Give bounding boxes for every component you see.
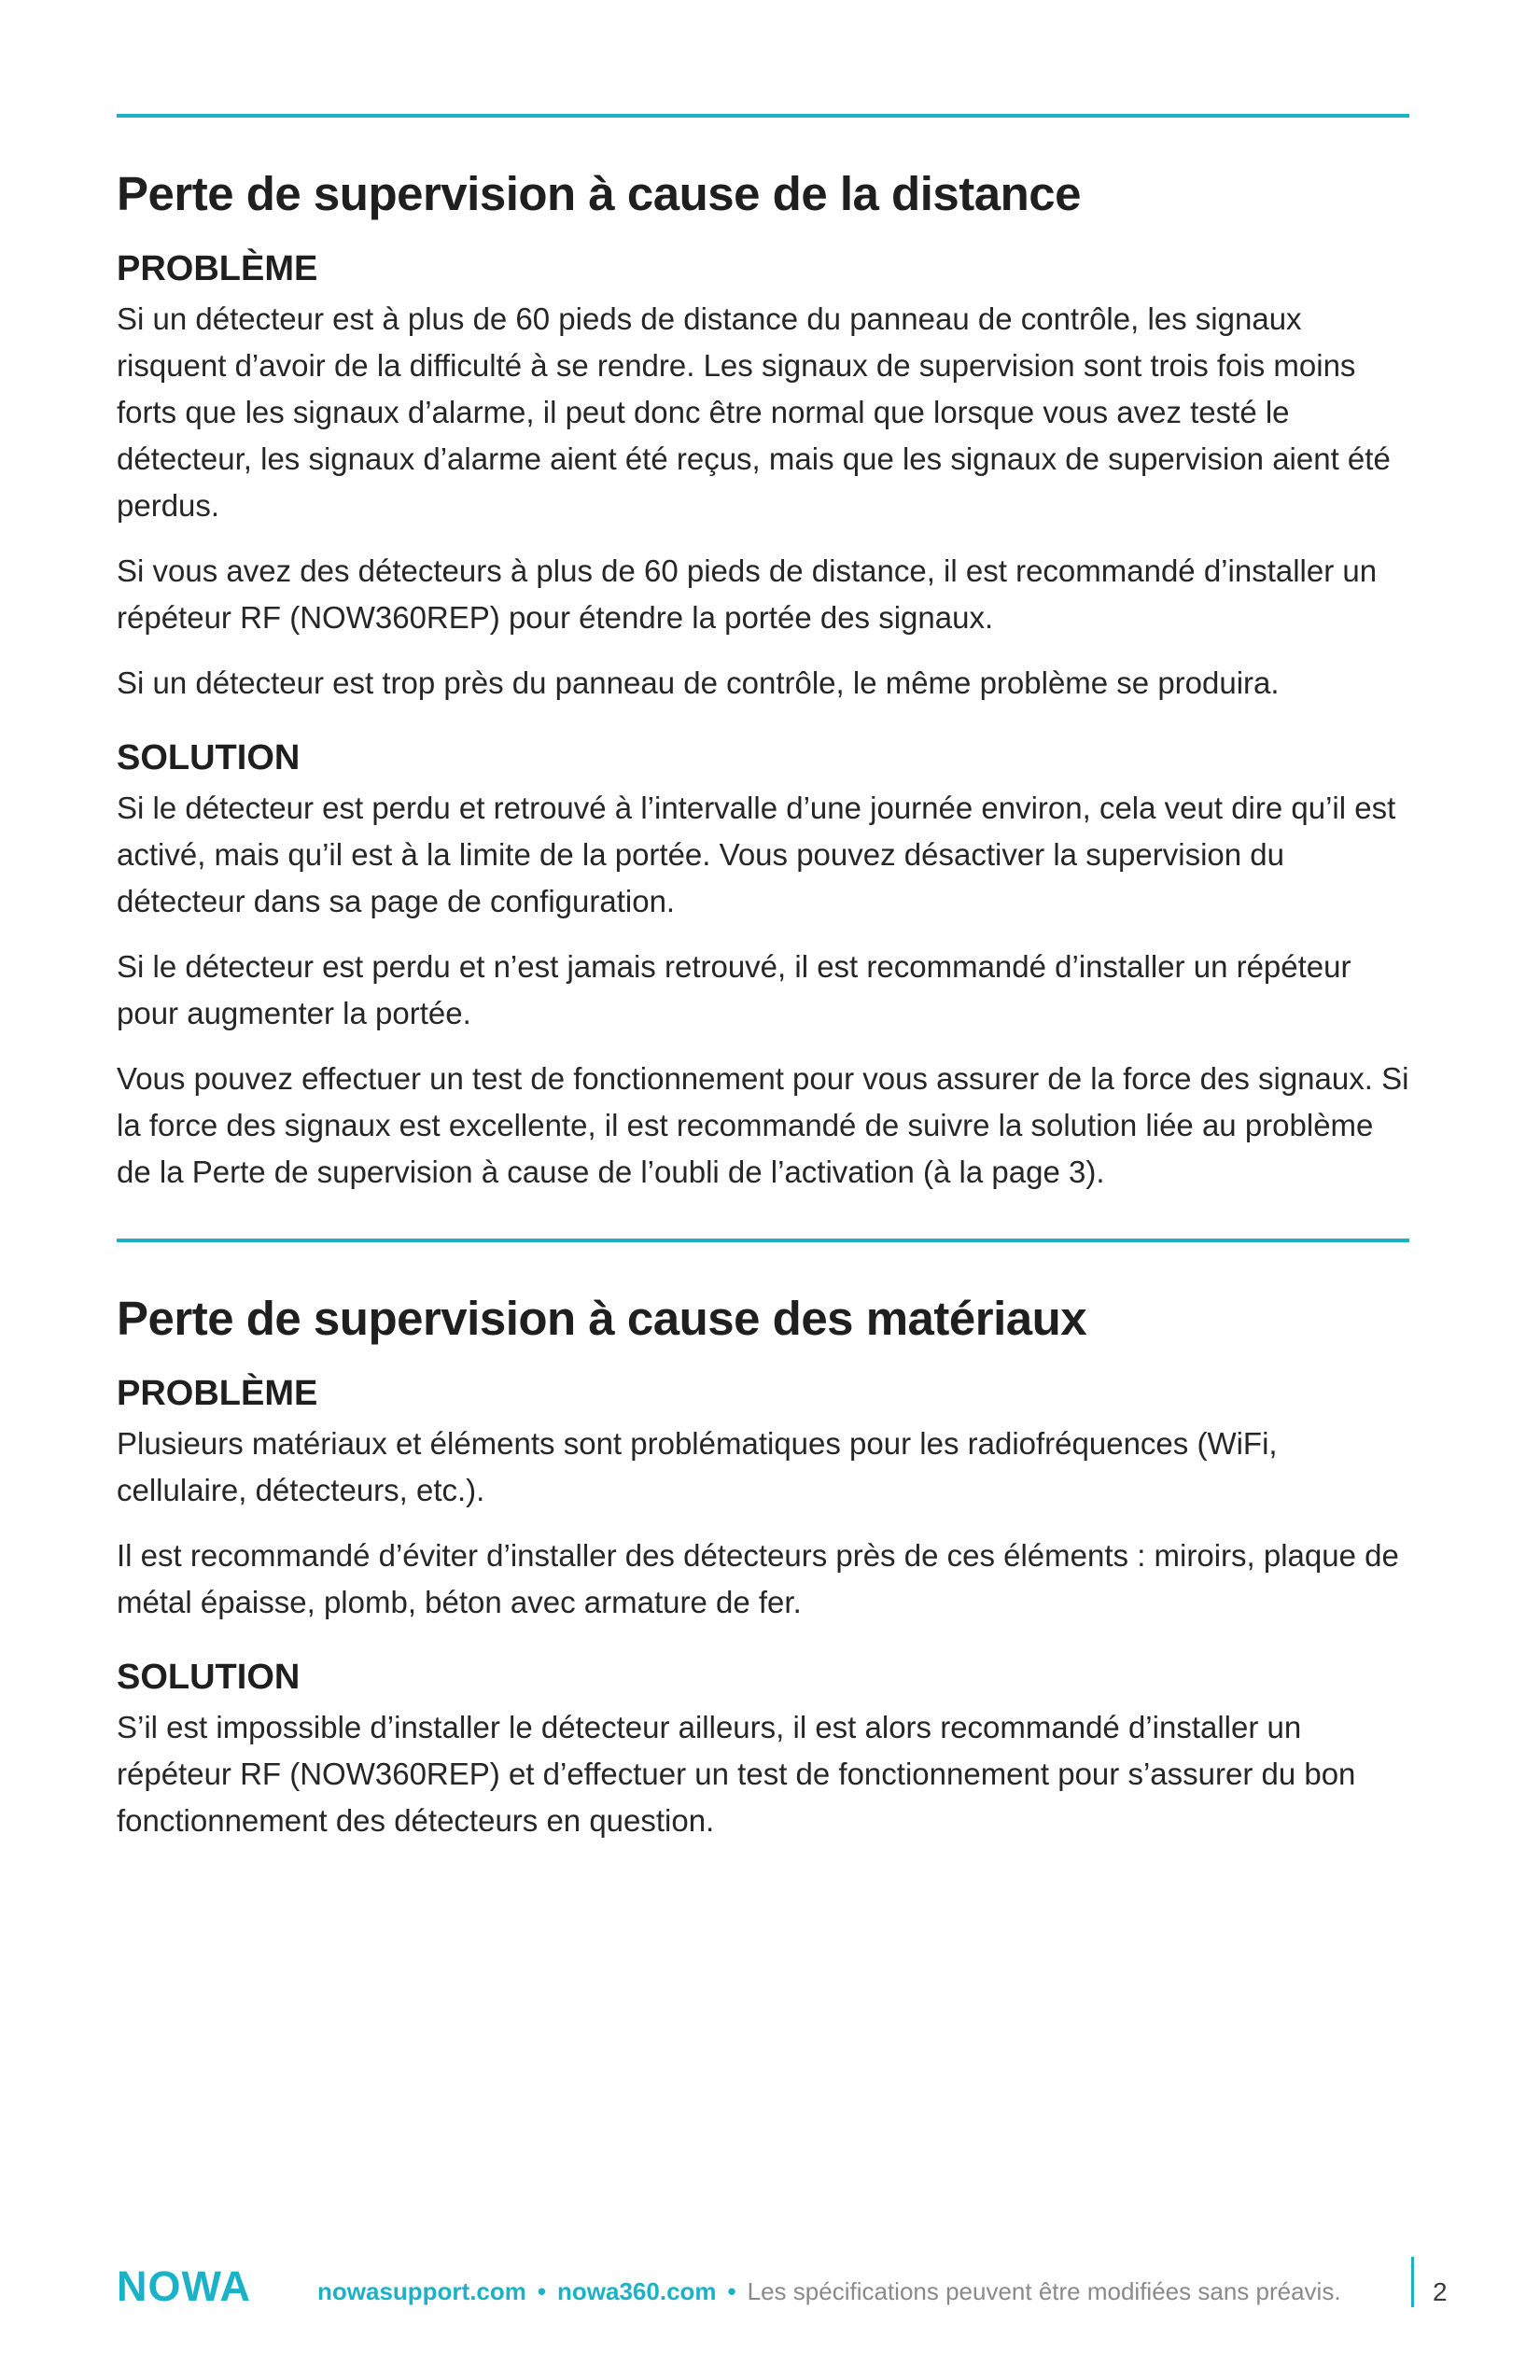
page-footer <box>117 2257 1461 2317</box>
paragraph: Si vous avez des détecteurs à plus de 60 pieds de distance, il est recommandé d’installer un répéteur RF (NOW360REP) pour étendre la portée des signaux. <box>117 553 1378 635</box>
paragraph: Il est recommandé d’éviter d’installer des détecteurs près de ces éléments : miroirs, plaque de métal épaisse, plomb, béton avec armature de fer. <box>117 1538 1399 1619</box>
section-divider <box>117 1239 1409 1242</box>
page-content <box>117 0 1409 1844</box>
solution-heading: SOLUTION <box>117 738 301 777</box>
section-title: Perte de supervision à cause de la distance <box>117 167 1081 220</box>
section-title: Perte de supervision à cause des matériaux <box>117 1292 1087 1345</box>
nowa-logo: NOWA <box>117 2262 251 2310</box>
disclaimer-note: Les spécifications peuvent être modifiées sans préavis. <box>747 2277 1341 2305</box>
footer-text <box>317 2277 1341 2306</box>
problem-heading: PROBLÈME <box>117 249 318 288</box>
paragraph: Vous pouvez effectuer un test de fonctionnement pour vous assurer de la force des signaux. Si la force des signaux est excellente, il est recommandé de suivre la solution liée au problème de la Perte de supervision à cause de l’oubli de l’activation (à la page 3). <box>117 1061 1409 1189</box>
paragraph: Si le détecteur est perdu et retrouvé à l’intervalle d’une journée environ, cela veut dire qu’il est activé, mais qu’il est à la limite de la portée. Vous pouvez désactiver la supervision du détecteur dans sa page de configuration. <box>117 791 1396 918</box>
nowa360-link[interactable]: nowa360.com <box>557 2277 717 2305</box>
paragraph: S’il est impossible d’installer le détecteur ailleurs, il est alors recommandé d’installer un répéteur RF (NOW360REP) et d’effectuer un test de fonctionnement pour s’assurer du bon fonctionnement des détecteurs en question. <box>117 1710 1356 1838</box>
bullet-separator: • <box>727 2277 736 2305</box>
solution-heading: SOLUTION <box>117 1658 301 1697</box>
paragraph: Si le détecteur est perdu et n’est jamais retrouvé, il est recommandé d’installer un répéteur pour augmenter la portée. <box>117 949 1351 1030</box>
footer-divider <box>1411 2257 1414 2307</box>
section-divider <box>117 114 1409 118</box>
page-number: 2 <box>1433 2277 1448 2306</box>
problem-heading: PROBLÈME <box>117 1374 318 1413</box>
bullet-separator: • <box>537 2277 547 2305</box>
section-materials <box>117 1292 1409 1844</box>
section-distance <box>117 167 1409 1196</box>
paragraph: Plusieurs matériaux et éléments sont problématiques pour les radiofréquences (WiFi, cellulaire, détecteurs, etc.). <box>117 1426 1278 1507</box>
paragraph: Si un détecteur est à plus de 60 pieds de distance du panneau de contrôle, les signaux risquent d’avoir de la difficulté à se rendre. Les signaux de supervision sont trois fois moins forts que les signaux d’alarme, il peut donc être normal que lorsque vous avez testé le détecteur, les signaux d’alarme aient été reçus, mais que les signaux de supervision aient été perdus. <box>117 301 1391 523</box>
nowasupport-link[interactable]: nowasupport.com <box>317 2277 526 2305</box>
paragraph: Si un détecteur est trop près du panneau de contrôle, le même problème se produira. <box>117 665 1280 700</box>
